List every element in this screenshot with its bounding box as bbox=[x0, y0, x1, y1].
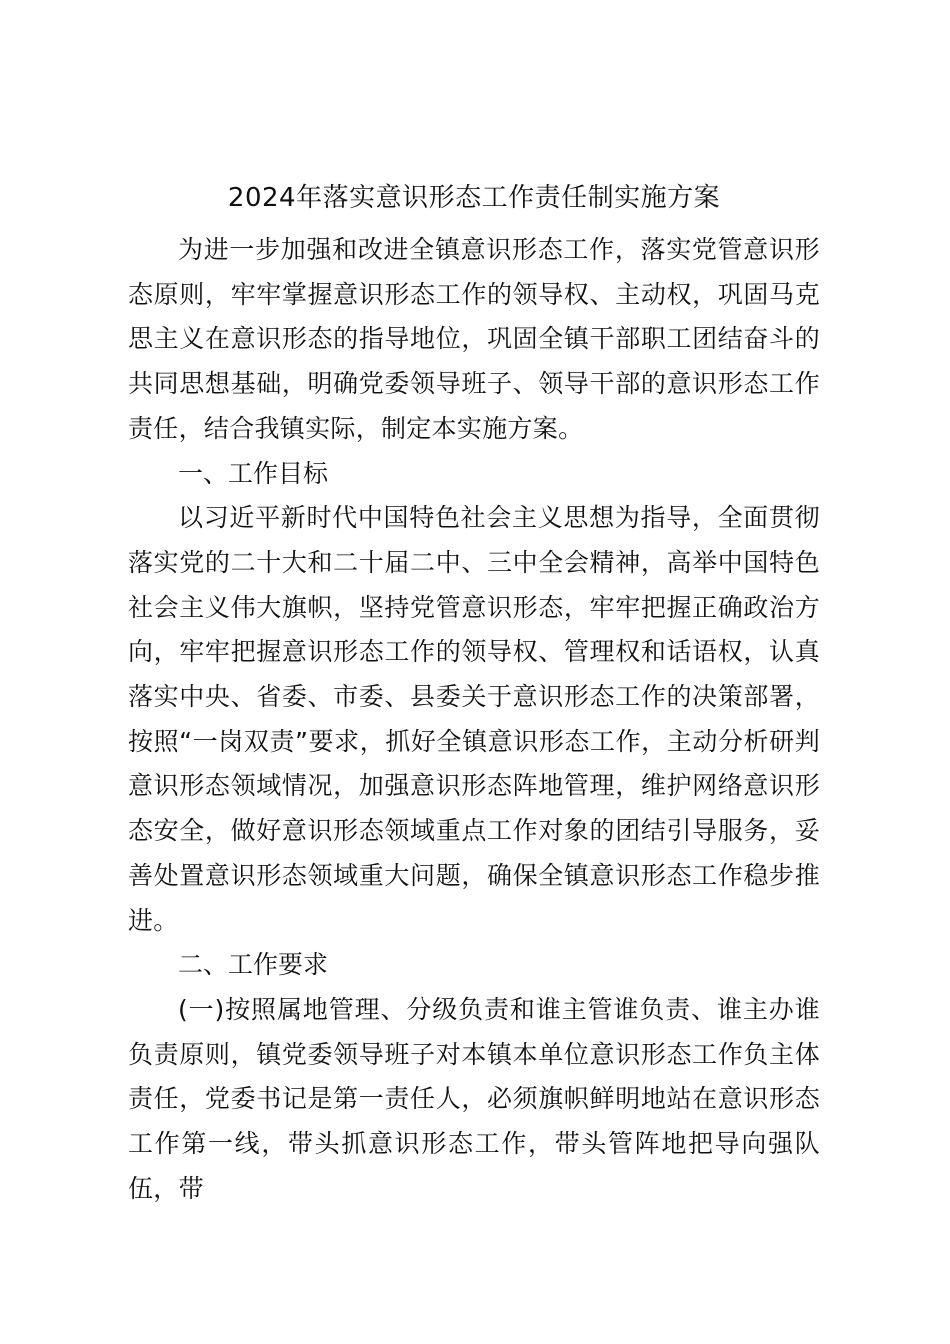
goals-paragraph: 以习近平新时代中国特色社会主义思想为指导，全面贯彻落实党的二十大和二十届二中、三中全会精神，高举中国特色社会主义伟大旗帜，坚持党管意识形态，牢牢把握正确政治方向，牢牢把握意识形态工作的领导权、管理权和话语权，认真落实中央、省委、市委、县委关于意识形态工作的决策部署，按照“一岗双责”要求，抓好全镇意识形态工作，主动分析研判意识形态领域情况，加强意识形态阵地管理，维护网络意识形态安全，做好意识形态领域重点工作对象的团结引导服务，妥善处置意识形态领域重大问题，确保全镇意识形态工作稳步推进。 bbox=[128, 503, 820, 935]
intro-paragraph: 为进一步加强和改进全镇意识形态工作，落实党管意识形态原则，牢牢掌握意识形态工作的领导权、主动权，巩固马克思主义在意识形态的指导地位，巩固全镇干部职工团结奋斗的共同思想基础，明确党委领导班子、领导干部的意识形态工作责任，结合我镇实际，制定本实施方案。 bbox=[128, 235, 820, 443]
section-heading-goals: 一、工作目标 bbox=[178, 458, 329, 488]
document-body bbox=[128, 176, 820, 1211]
requirements-item-1: (一)按照属地管理、分级负责和谁主管谁负责、谁主办谁负责原则，镇党委领导班子对本镇本单位意识形态工作负主体责任，党委书记是第一责任人，必须旗帜鲜明地站在意识形态工作第一线，带头抓意识形态工作，带头管阵地把导向强队伍，带 bbox=[128, 994, 820, 1203]
document-title: 2024年落实意识形态工作责任制实施方案 bbox=[227, 183, 721, 213]
section-heading-requirements: 二、工作要求 bbox=[178, 950, 329, 980]
